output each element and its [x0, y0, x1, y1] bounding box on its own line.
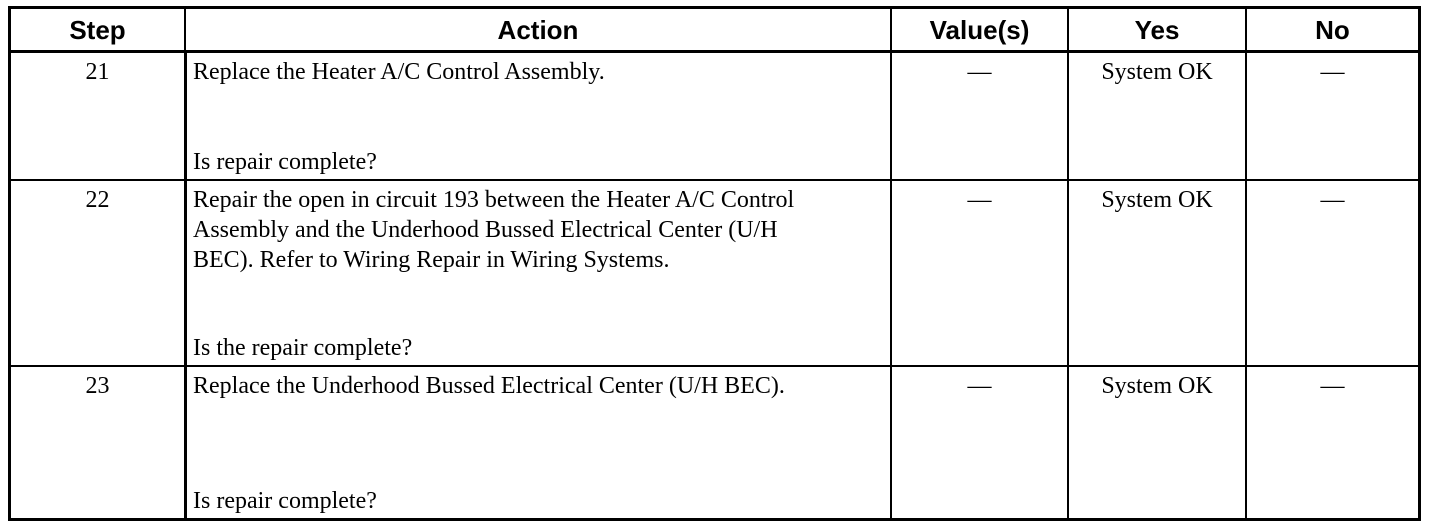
- action-text: Repair the open in circuit 193 between the Heater A/C Control Assembly and the Underhood Bussed Electrical Center (U/H BEC). Refer to Wiring Repair in Wiring Systems.: [193, 187, 795, 273]
- step-number: 22: [11, 181, 186, 367]
- step-number: 23: [11, 367, 186, 518]
- action-text: Replace the Underhood Bussed Electrical Center (U/H BEC).: [193, 373, 785, 399]
- yes-cell: System OK: [1069, 367, 1247, 518]
- action-question: Is repair complete?: [193, 488, 377, 514]
- step-number: 21: [11, 53, 186, 181]
- action-cell: [186, 53, 892, 181]
- yes-cell: System OK: [1069, 53, 1247, 181]
- action-cell: [186, 181, 892, 367]
- action-text: Replace the Heater A/C Control Assembly.: [193, 59, 605, 85]
- action-question: Is the repair complete?: [193, 335, 413, 361]
- value-cell: —: [892, 53, 1069, 181]
- no-cell: —: [1247, 181, 1418, 367]
- header-step: Step: [11, 9, 186, 53]
- value-cell: —: [892, 181, 1069, 367]
- diagnostic-table: [8, 6, 1421, 521]
- action-question: Is repair complete?: [193, 149, 377, 175]
- value-cell: —: [892, 367, 1069, 518]
- header-values: Value(s): [892, 9, 1069, 53]
- action-cell: [186, 367, 892, 518]
- yes-cell: System OK: [1069, 181, 1247, 367]
- header-no: No: [1247, 9, 1418, 53]
- header-action: Action: [186, 9, 892, 53]
- header-yes: Yes: [1069, 9, 1247, 53]
- no-cell: —: [1320, 373, 1345, 399]
- no-cell: —: [1247, 53, 1418, 181]
